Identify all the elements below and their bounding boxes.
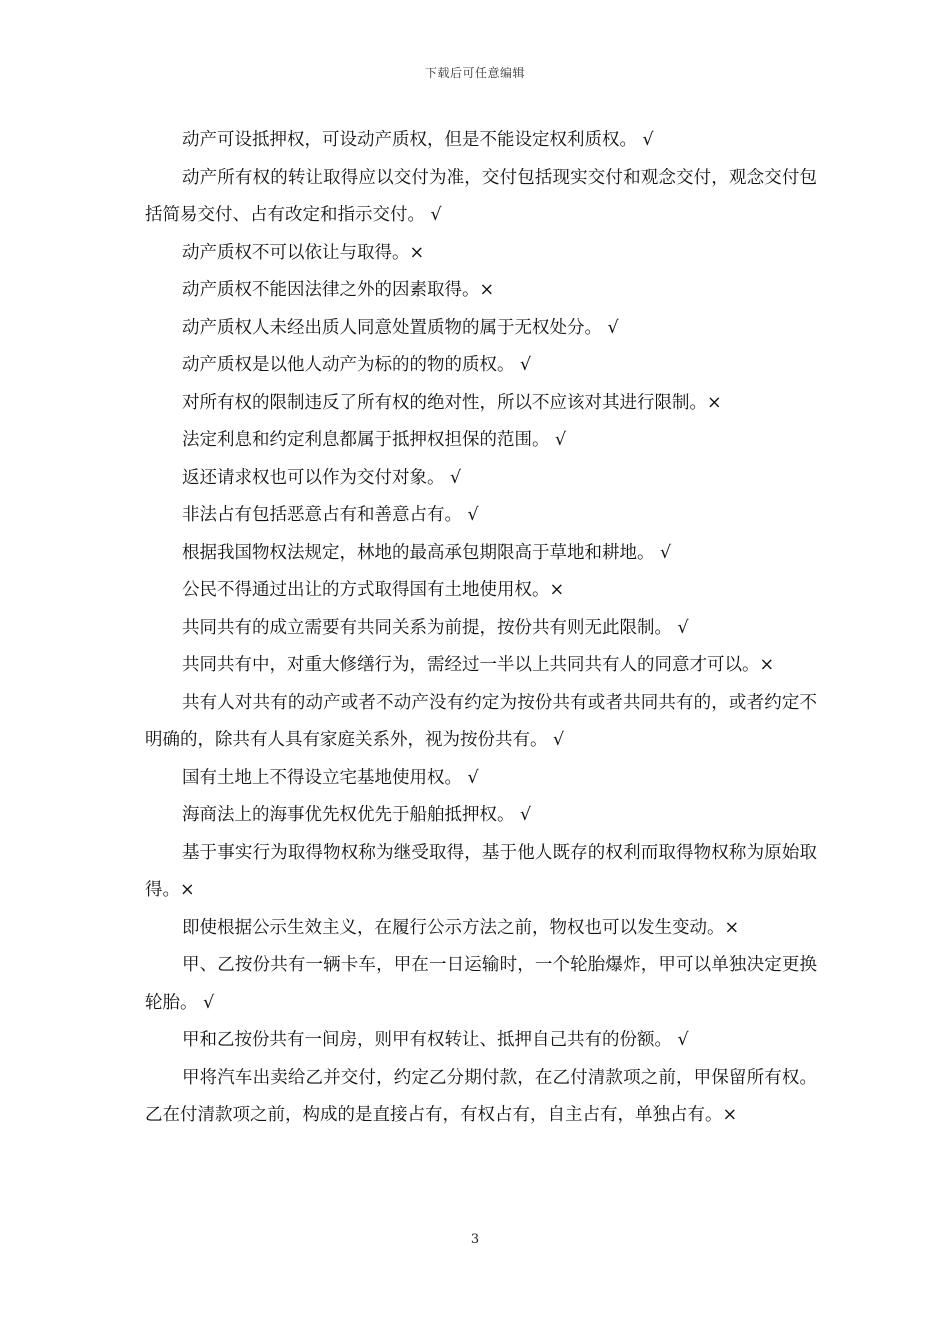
page-header: 下载后可任意编辑 <box>424 66 525 80</box>
paragraph-3: 动产质权不可以依让与取得。× <box>182 242 425 263</box>
paragraph-7: 对所有权的限制违反了所有权的绝对性，所以不应该对其进行限制。× <box>182 392 722 413</box>
paragraph-20: 甲、乙按份共有一辆卡车，甲在一日运输时，一个轮胎爆炸，甲可以单独决定更换轮胎。 √ <box>145 955 817 1013</box>
paragraph-12: 公民不得通过出让的方式取得国有土地使用权。× <box>182 580 565 600</box>
paragraph-8: 法定利息和约定利息都属于抵押权担保的范围。 √ <box>182 430 567 450</box>
paragraph-1: 动产可设抵押权，可设动产质权，但是不能设定权利质权。 √ <box>182 130 654 150</box>
paragraph-18: 基于事实行为取得物权称为继受取得，基于他人既存的权利而取得物权称为原始取得。× <box>145 842 817 900</box>
paragraph-4: 动产质权不能因法律之外的因素取得。× <box>182 280 495 300</box>
paragraph-6: 动产质权是以他人动产为标的的物的质权。 √ <box>182 355 532 375</box>
paragraph-10: 非法占有包括恶意占有和善意占有。 √ <box>182 505 479 525</box>
paragraph-14: 共同共有中，对重大修缮行为，需经过一半以上共同共有人的同意才可以。× <box>182 655 775 675</box>
page-number: 3 <box>470 1232 480 1247</box>
document-body <box>145 122 817 1135</box>
paragraph-13: 共同共有的成立需要有共同关系为前提，按份共有则无此限制。 √ <box>182 617 689 638</box>
paragraph-19: 即使根据公示生效主义，在履行公示方法之前，物权也可以发生变动。× <box>182 917 740 938</box>
paragraph-22: 甲将汽车出卖给乙并交付，约定乙分期付款，在乙付清款项之前，甲保留所有权。乙在付清款项之前，构成的是直接占有，有权占有，自主占有，单独占有。× <box>145 1067 817 1125</box>
paragraph-9: 返还请求权也可以作为交付对象。 √ <box>182 467 462 488</box>
paragraph-15: 共有人对共有的动产或者不动产没有约定为按份共有或者共同共有的，或者约定不明确的，除共有人具有家庭关系外，视为按份共有。 √ <box>145 692 817 750</box>
paragraph-2: 动产所有权的转让取得应以交付为准，交付包括现实交付和观念交付，观念交付包括简易交付、占有改定和指示交付。 √ <box>145 167 817 225</box>
paragraph-11: 根据我国物权法规定，林地的最高承包期限高于草地和耕地。 √ <box>182 542 672 563</box>
paragraph-21: 甲和乙按份共有一间房，则甲有权转让、抵押自己共有的份额。 √ <box>182 1030 689 1050</box>
paragraph-17: 海商法上的海事优先权优先于船舶抵押权。 √ <box>182 805 532 825</box>
paragraph-16: 国有土地上不得设立宅基地使用权。 √ <box>182 767 479 788</box>
paragraph-5: 动产质权人未经出质人同意处置质物的属于无权处分。 √ <box>182 317 619 338</box>
